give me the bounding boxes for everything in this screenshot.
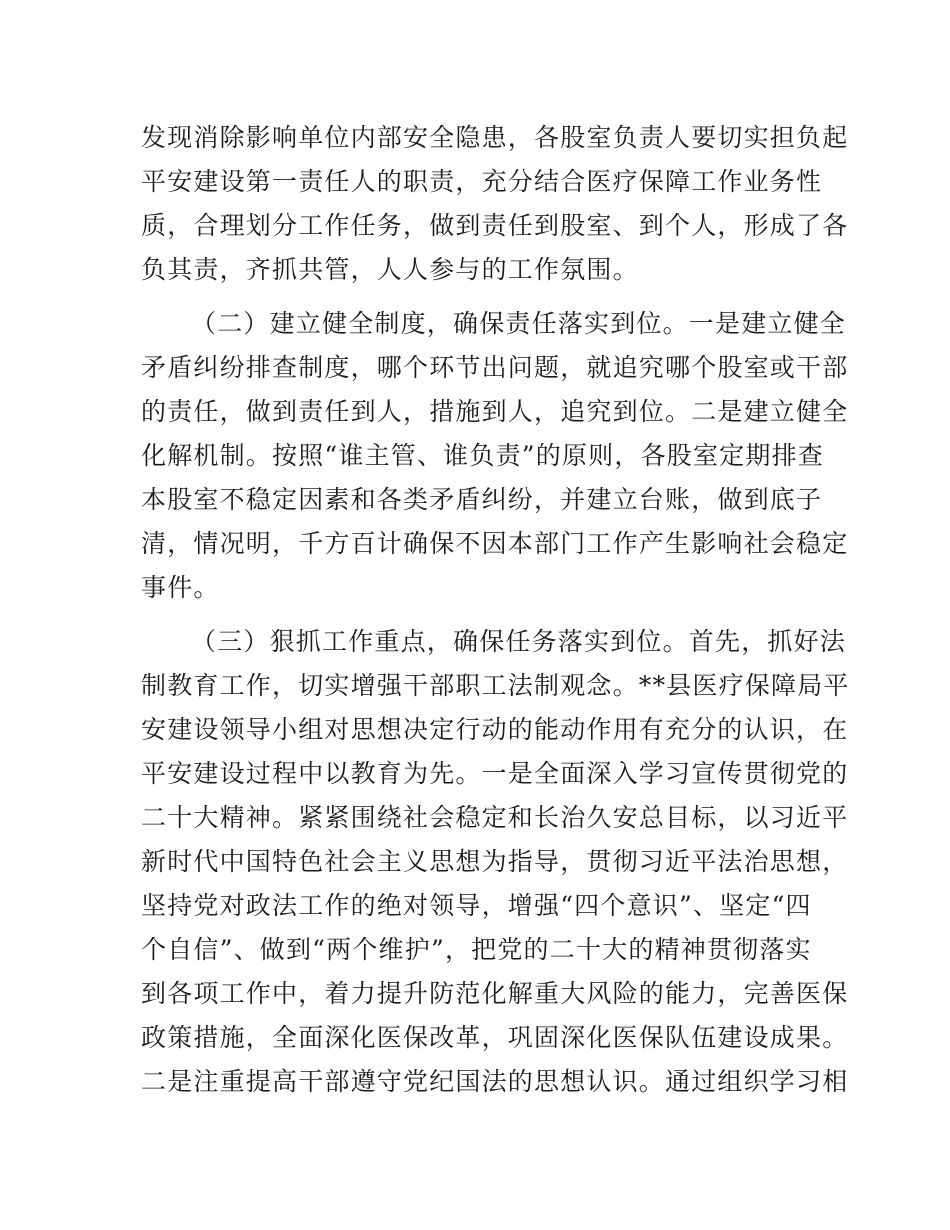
paragraph-line: 安建设领导小组对思想决定行动的能动作用有充分的认识，在 [141,715,849,744]
paragraph-line: 清，情况明，千方百计确保不因本部门工作产生影响社会稳定 [141,529,849,558]
paragraph-line: （二）建立健全制度，确保责任落实到位。一是建立健全 [191,309,847,338]
paragraph-line: 制教育工作，切实增强干部职工法制观念。**县医疗保障局平 [141,671,850,700]
paragraph-line: 事件。 [141,573,220,602]
paragraph-line: （三）狠抓工作重点，确保任务落实到位。首先，抓好法 [191,627,847,656]
paragraph-line: 政策措施，全面深化医保改革，巩固深化医保队伍建设成果。 [141,1023,849,1052]
paragraph-line: 发现消除影响单位内部安全隐患，各股室负责人要切实担负起 [141,123,849,152]
paragraph-gap [141,610,809,620]
document-body [141,116,850,1104]
paragraph-line: 坚持党对政法工作的绝对领导，增强“四个意识”、坚定“四 [141,891,812,920]
paragraph-line: 矛盾纠纷排查制度，哪个环节出问题，就追究哪个股室或干部 [141,353,849,382]
paragraph-line: 的责任，做到责任到人，措施到人，追究到位。二是建立健全 [141,397,849,426]
paragraph-line: 二十大精神。紧紧围绕社会稳定和长治久安总目标，以习近平 [141,803,849,832]
paragraph-line: 化解机制。按照“谁主管、谁负责”的原则，各股室定期排查 [141,441,824,470]
paragraph-line: 质，合理划分工作任务，做到责任到股室、到个人，形成了各 [141,211,849,240]
paragraph-line: 新时代中国特色社会主义思想为指导，贯彻习近平法治思想， [141,847,849,876]
paragraph-1 [141,116,849,292]
paragraph-gap [141,292,809,302]
paragraph-line: 平安建设过程中以教育为先。一是全面深入学习宣传贯彻党的 [141,759,849,788]
paragraph-3 [141,620,850,1104]
paragraph-line: 个自信”、做到“两个维护”，把党的二十大的精神贯彻落实 [141,935,812,964]
paragraph-line: 负其责，齐抓共管，人人参与的工作氛围。 [141,255,639,284]
paragraph-line: 平安建设第一责任人的职责，充分结合医疗保障工作业务性 [141,167,823,196]
paragraph-line: 二是注重提高干部遵守党纪国法的思想认识。通过组织学习相 [141,1067,849,1096]
paragraph-line: 本股室不稳定因素和各类矛盾纠纷，并建立台账，做到底子 [141,485,823,514]
paragraph-line: 到各项工作中，着力提升防范化解重大风险的能力，完善医保 [141,979,849,1008]
paragraph-2 [141,302,849,610]
